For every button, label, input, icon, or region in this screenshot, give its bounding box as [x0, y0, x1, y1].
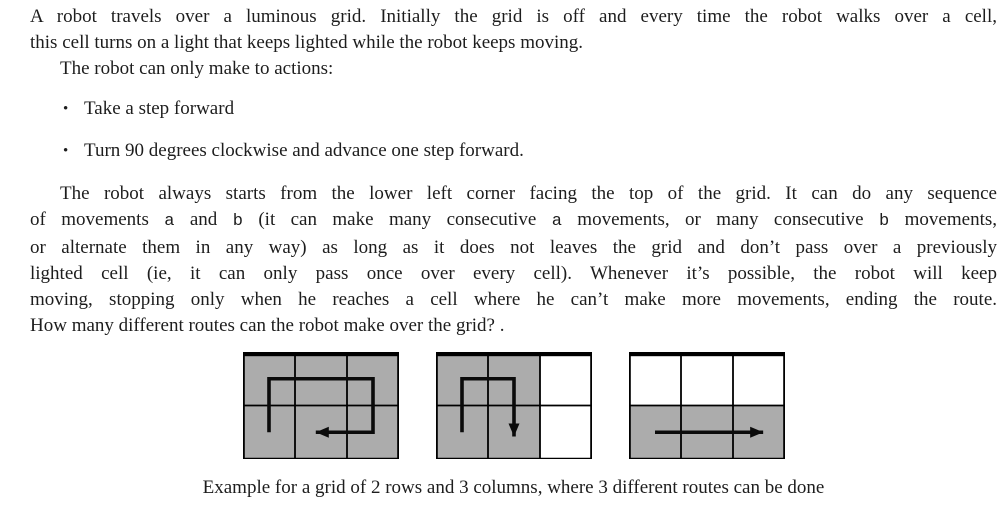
movement-code: b — [232, 212, 243, 231]
para1-line2 — [30, 30, 997, 56]
text-segment: movements, — [889, 209, 997, 230]
bullet-icon: • — [63, 101, 69, 117]
grid-border-top — [436, 352, 592, 356]
route-example-1 — [243, 352, 399, 459]
para2-line1 — [30, 181, 997, 207]
bullet-text — [84, 138, 524, 164]
text-segment: The robot always starts from the lower left corner facing the top of the grid. It can do any sequence — [60, 183, 997, 204]
text-segment: A robot travels over a luminous grid. Initially the grid is off and every time the robot walks over a cell, — [30, 6, 997, 27]
para1-line3 — [30, 56, 997, 82]
text-segment: and — [174, 209, 233, 230]
route-examples — [30, 352, 997, 459]
text-segment: moving, stopping only when he reaches a cell where he can’t make more movements, ending the route. — [30, 289, 997, 310]
text-segment: movements, or many consecutive — [561, 209, 880, 230]
text-segment: or alternate them in any way) as long as it does not leaves the grid and don’t pass over a previously — [30, 237, 997, 258]
para2-line2 — [30, 207, 997, 235]
text-segment: (it can make many consecutive — [242, 209, 552, 230]
figure-caption: Example for a grid of 2 rows and 3 columns, where 3 different routes can be done — [202, 477, 825, 498]
movement-code: a — [164, 212, 175, 231]
bullet-turn-clockwise — [63, 138, 997, 164]
grid-border-top — [629, 352, 785, 356]
movement-code: b — [879, 212, 890, 231]
route-example-3 — [629, 352, 785, 459]
text-segment: Take a step forward — [84, 98, 235, 119]
text-segment: lighted cell (ie, it can only pass once over every cell). Whenever it’s possible, the robot will keep — [30, 263, 997, 284]
para2-line5 — [30, 287, 997, 313]
text-segment: How many different routes can the robot make over the grid? . — [30, 315, 505, 336]
movement-code: a — [551, 212, 562, 231]
text-segment: of movements — [30, 209, 165, 230]
para2-line6 — [30, 313, 997, 339]
text-segment: this cell turns on a light that keeps lighted while the robot keeps moving. — [30, 32, 584, 53]
route-example-2 — [436, 352, 592, 459]
text-segment: The robot can only make to actions: — [60, 58, 334, 79]
bullet-icon: • — [63, 143, 69, 159]
grid-border-top — [243, 352, 399, 356]
para1-line1 — [30, 4, 997, 30]
document-body — [30, 4, 997, 339]
bullet-step-forward — [63, 96, 997, 122]
bullet-text — [84, 96, 234, 122]
para2-line4 — [30, 261, 997, 287]
para2-line3 — [30, 235, 997, 261]
text-segment: Turn 90 degrees clockwise and advance one step forward. — [84, 140, 524, 161]
